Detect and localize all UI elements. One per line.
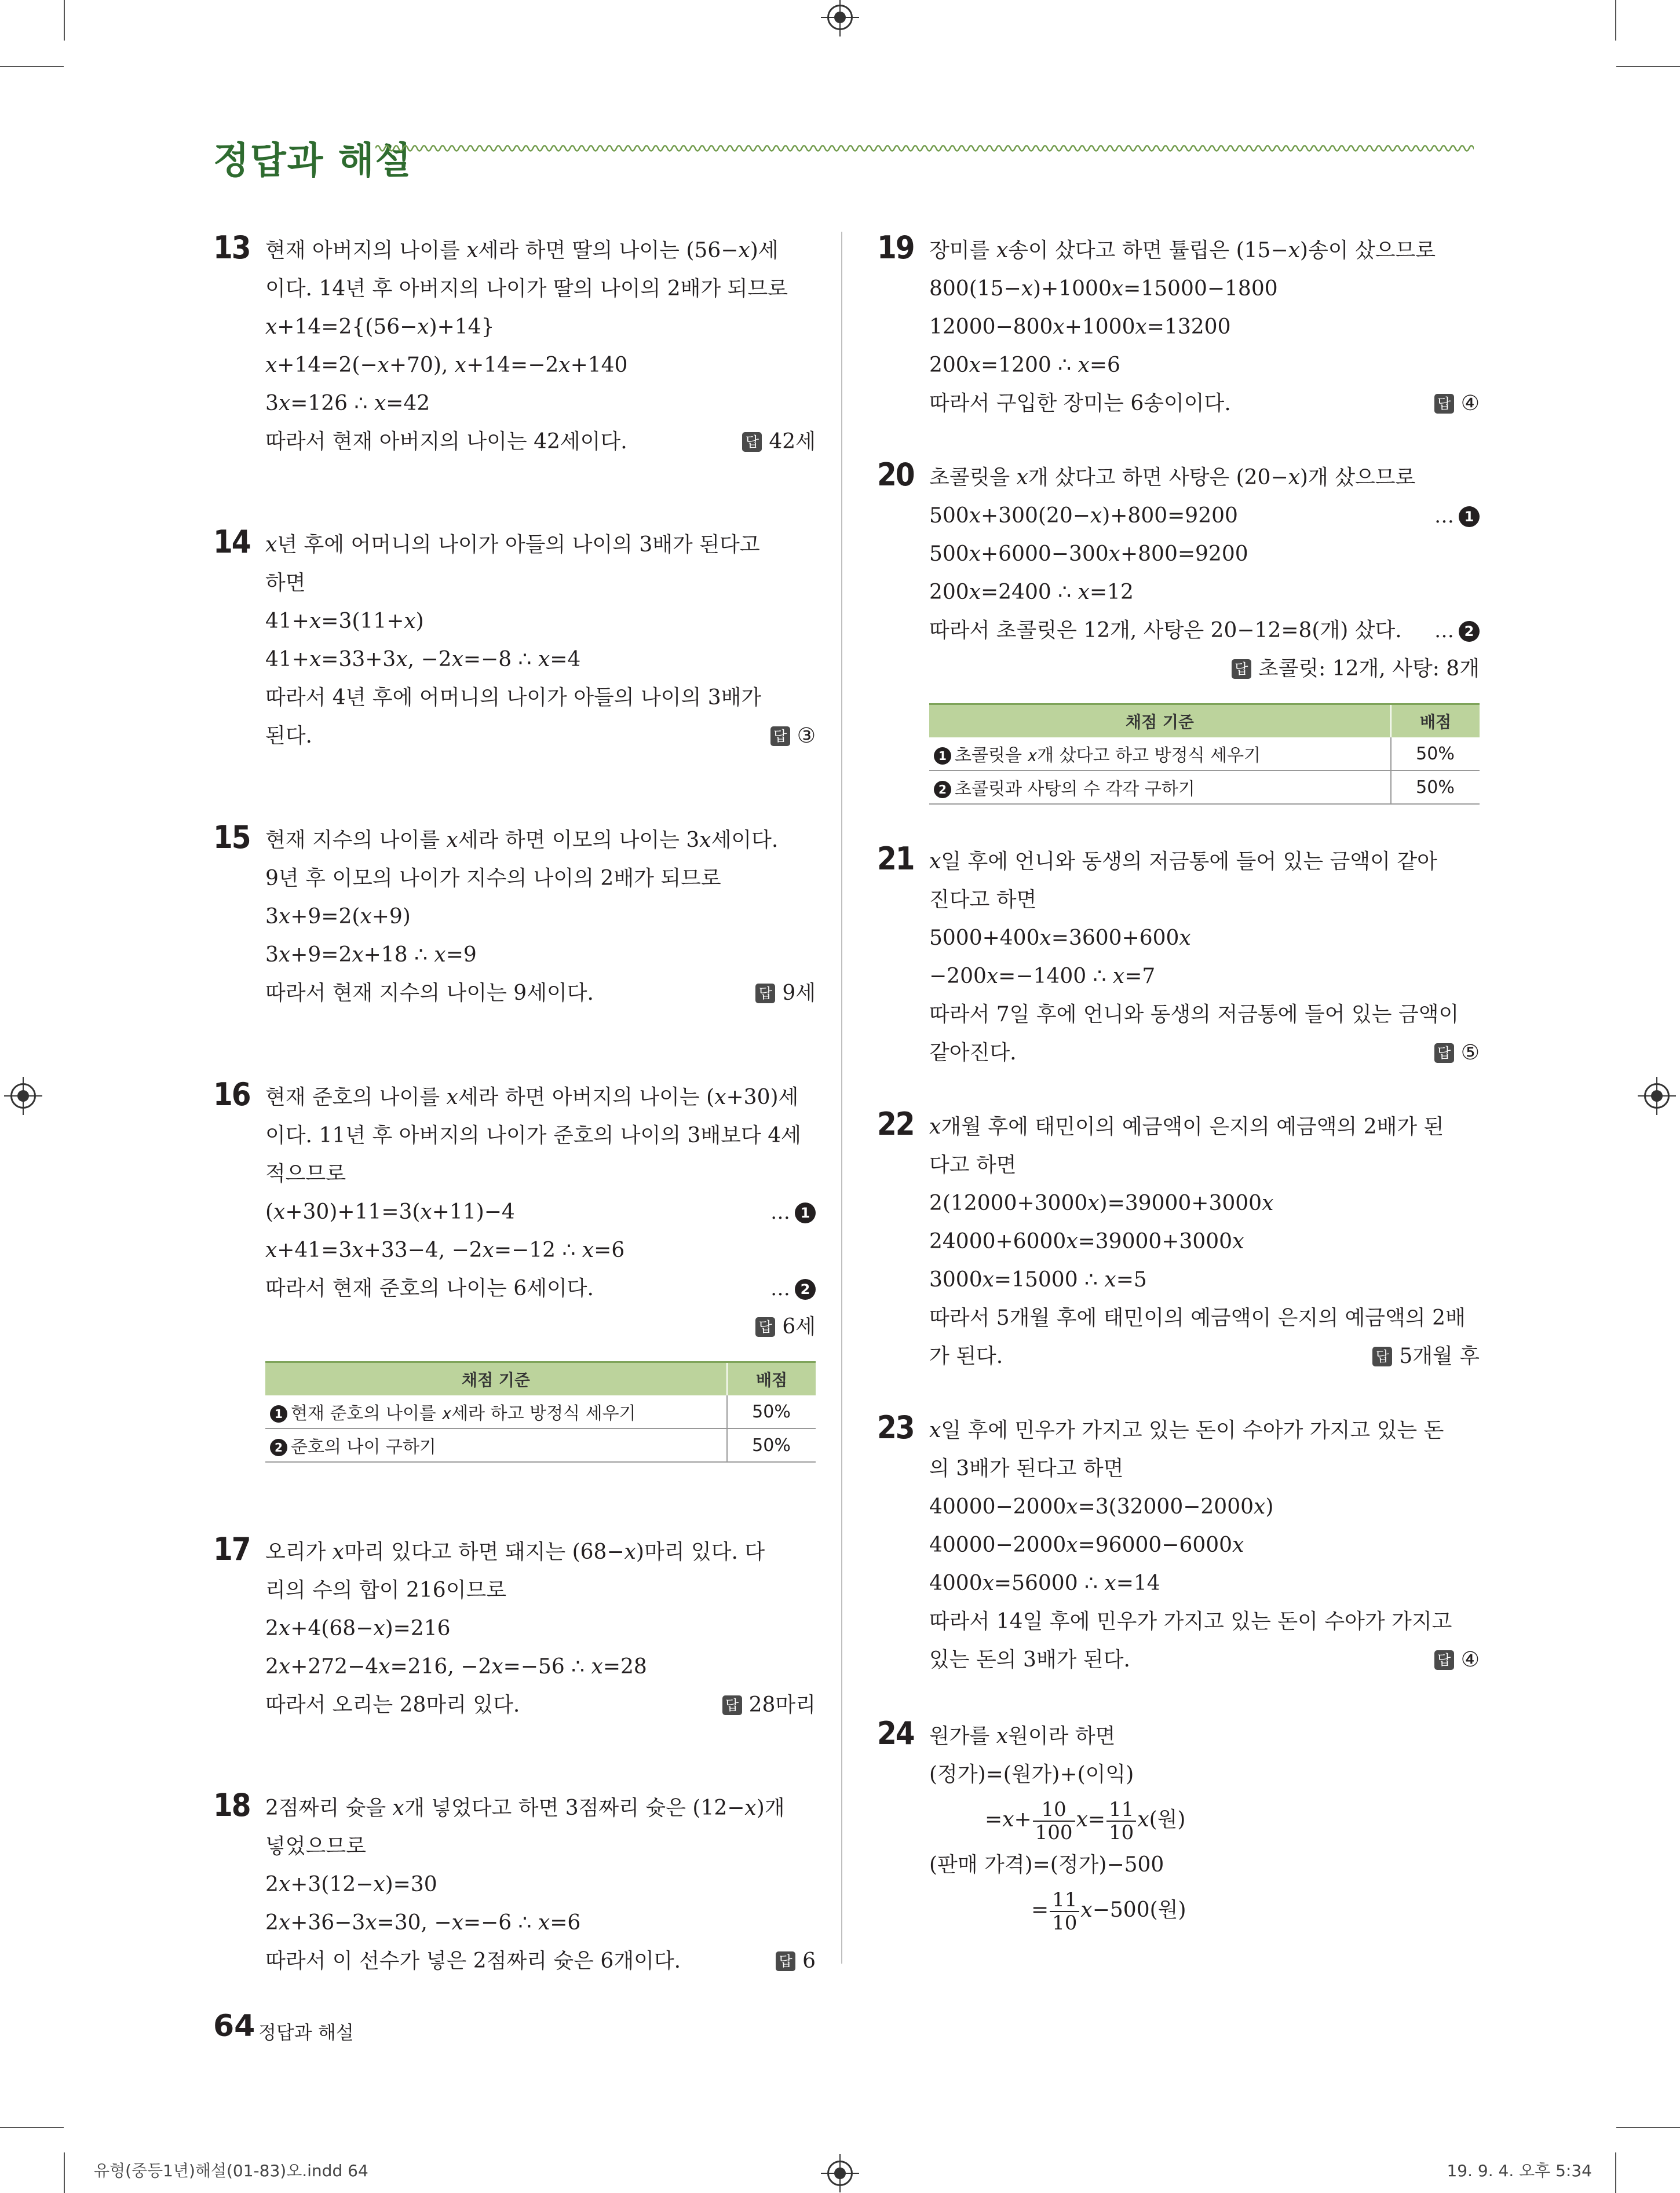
solution-line [265, 1648, 816, 1686]
solution-line [265, 1155, 816, 1193]
solution-line [929, 881, 1480, 919]
solution-line [265, 1942, 816, 1980]
solution-line [929, 1450, 1480, 1488]
solution-text: 따라서 14일 후에 민우가 가지고 있는 돈이 수아가 가지고 [929, 1610, 1452, 1633]
grading-criteria [265, 1395, 727, 1428]
solution-line [929, 1261, 1480, 1299]
solution-line [929, 1603, 1480, 1641]
grading-points: 50% [1391, 770, 1480, 804]
solution-text: 이다. 11년 후 아버지의 나이가 준호의 나이의 3배보다 4세 [265, 1124, 801, 1147]
solution-line [265, 1193, 816, 1231]
solution-text: 오리가 𝑥마리 있다고 하면 돼지는 (68−𝑥)마리 있다. 다 [265, 1540, 765, 1564]
grading-criteria-text: 준호의 나이 구하기 [291, 1437, 436, 1457]
problem-number: 14 [213, 524, 250, 560]
fraction [1033, 1799, 1075, 1844]
solution-text: 원가를 𝑥원이라 하면 [929, 1724, 1116, 1748]
left-column [213, 229, 816, 2043]
step-marker [770, 1193, 816, 1231]
solution-text: 리의 수의 합이 216이므로 [265, 1578, 507, 1602]
solution-text: 2𝑥+3(12−𝑥)=30 [265, 1873, 437, 1896]
step-number-icon: 1 [270, 1405, 287, 1423]
solution-line [929, 957, 1480, 996]
grading-header-row [929, 704, 1480, 738]
solution-line [265, 1079, 816, 1117]
solution-text: 현재 지수의 나이를 𝑥세라 하면 이모의 나이는 3𝑥세이다. [265, 828, 779, 852]
solution-line [929, 346, 1480, 385]
solution-line [265, 974, 816, 1013]
solution-text: 현재 아버지의 나이를 𝑥세라 하면 딸의 나이는 (56−𝑥)세 [265, 239, 779, 262]
problem-23 [877, 1409, 1480, 1679]
solution-line [929, 1185, 1480, 1223]
right-column [877, 229, 1480, 1999]
solution-text: 200𝑥=2400 ∴ 𝑥=12 [929, 580, 1134, 604]
fraction [1106, 1799, 1136, 1844]
solution-line [929, 232, 1480, 270]
answer [1434, 385, 1480, 423]
problem-21 [877, 840, 1480, 1072]
solution-line [929, 1223, 1480, 1261]
section-title: 정답과 해설 [213, 140, 412, 182]
fraction-numerator: 10 [1033, 1799, 1075, 1822]
fraction-numerator: 11 [1050, 1889, 1079, 1912]
solution-text: 진다고 하면 [929, 888, 1037, 912]
step-number-icon: 1 [1459, 506, 1480, 527]
page-number: 64 [213, 2009, 255, 2044]
solution-line [265, 385, 816, 423]
grading-row [265, 1395, 816, 1428]
answer-mark-icon: 답 [1434, 1650, 1454, 1670]
solution-line [265, 641, 816, 679]
registration-mark-icon [10, 1083, 36, 1109]
equation-text: =𝑥+ [985, 1808, 1032, 1832]
fraction-denominator: 10 [1052, 1911, 1078, 1935]
solution-equation [929, 1794, 1480, 1846]
answer-value: 초콜릿: 12개, 사탕: 8개 [1258, 657, 1480, 681]
solution-text: (𝑥+30)+11=3(𝑥+11)−4 [265, 1200, 515, 1224]
answer-value: ③ [797, 724, 816, 748]
solution-line [929, 919, 1480, 957]
solution-text: 𝑥+41=3𝑥+33−4, −2𝑥=−12 ∴ 𝑥=6 [265, 1238, 625, 1262]
crop-mark [1616, 66, 1680, 67]
column-divider [841, 232, 842, 1964]
grading-criteria-text: 초콜릿과 사탕의 수 각각 구하기 [955, 779, 1195, 799]
solution-text: 41+𝑥=3(11+𝑥) [265, 609, 424, 633]
solution-line [929, 843, 1480, 881]
step-dots: … [1434, 505, 1454, 528]
answer [1372, 1337, 1480, 1376]
solution-line [929, 385, 1480, 423]
solution-text: 12000−800𝑥+1000𝑥=13200 [929, 315, 1231, 339]
grading-criteria [929, 770, 1391, 804]
solution-line [265, 602, 816, 641]
answer [722, 1686, 816, 1724]
problem-number: 19 [877, 229, 914, 266]
crop-mark [1615, 0, 1616, 41]
fraction-denominator: 100 [1035, 1821, 1073, 1844]
answer-value: 6세 [782, 1315, 816, 1339]
answer-value: ④ [1460, 392, 1480, 415]
step-dots: … [770, 1277, 790, 1300]
grading-header-points: 배점 [727, 1362, 816, 1396]
fraction [1050, 1889, 1079, 1934]
grading-criteria-text: 초콜릿을 𝑥개 샀다고 하고 방정식 세우기 [955, 745, 1261, 766]
grading-header-criteria: 채점 기준 [929, 704, 1391, 738]
crop-mark [0, 2127, 64, 2128]
solution-text: 40000−2000𝑥=3(32000−2000𝑥) [929, 1495, 1274, 1519]
solution-line [265, 1270, 816, 1308]
answer-mark-icon: 답 [1372, 1347, 1392, 1366]
grading-points: 50% [1391, 737, 1480, 770]
step-number-icon: 1 [795, 1203, 816, 1223]
solution-text: 3𝑥+9=2𝑥+18 ∴ 𝑥=9 [265, 943, 477, 967]
solution-text: 500𝑥+6000−300𝑥+800=9200 [929, 542, 1248, 566]
problem-16 [213, 1076, 816, 1463]
solution-text: 따라서 현재 지수의 나이는 9세이다. [265, 981, 594, 1005]
answer-value: 28마리 [748, 1693, 816, 1717]
solution-text: 따라서 현재 아버지의 나이는 42세이다. [265, 430, 627, 454]
solution-text: 이다. 14년 후 아버지의 나이가 딸의 나이의 2배가 되므로 [265, 277, 788, 301]
equation-text: 𝑥−500(원) [1080, 1898, 1186, 1922]
solution-text: 가 된다. [929, 1344, 1003, 1368]
equation-text: 𝑥= [1076, 1808, 1106, 1832]
crop-mark [0, 66, 64, 67]
solution-line [929, 612, 1480, 650]
step-marker [770, 1270, 816, 1308]
step-number-icon: 2 [1459, 621, 1480, 642]
solution-text: 9년 후 이모의 나이가 지수의 나이의 2배가 되므로 [265, 867, 721, 890]
solution-line [929, 573, 1480, 612]
solution-line [265, 346, 816, 385]
solution-line [265, 1789, 816, 1828]
problem-number: 17 [213, 1531, 250, 1567]
problem-number: 24 [877, 1715, 914, 1752]
solution-line [265, 1231, 816, 1270]
solution-text: 현재 준호의 나이를 𝑥세라 하면 아버지의 나이는 (𝑥+30)세 [265, 1085, 799, 1109]
solution-line [265, 936, 816, 974]
solution-line [265, 1571, 816, 1610]
grading-points: 50% [727, 1428, 816, 1462]
answer-mark-icon: 답 [1232, 659, 1251, 679]
solution-line [929, 1526, 1480, 1565]
solution-line [929, 1488, 1480, 1526]
problem-17 [213, 1533, 816, 1724]
solution-text: 2𝑥+272−4𝑥=216, −2𝑥=−56 ∴ 𝑥=28 [265, 1655, 647, 1679]
solution-line [265, 232, 816, 270]
answer-mark-icon: 답 [770, 726, 790, 746]
solution-text: 넣었으므로 [265, 1834, 366, 1858]
solution-text: 𝑥일 후에 언니와 동생의 저금통에 들어 있는 금액이 같아 [929, 850, 1437, 873]
solution-line [265, 860, 816, 898]
solution-text: 따라서 현재 준호의 나이는 6세이다. [265, 1277, 594, 1300]
solution-line [929, 1756, 1480, 1794]
solution-text: 𝑥+14=2(−𝑥+70), 𝑥+14=−2𝑥+140 [265, 353, 628, 377]
solution-line [265, 1904, 816, 1942]
solution-text: (판매 가격)=(정가)−500 [929, 1853, 1164, 1877]
solution-text: 따라서 이 선수가 넣은 2점짜리 슛은 6개이다. [265, 1949, 681, 1973]
answer [742, 423, 816, 461]
solution-text: 40000−2000𝑥=96000−6000𝑥 [929, 1533, 1244, 1557]
answer-mark-icon: 답 [1434, 1043, 1454, 1063]
solution-text: 따라서 구입한 장미는 6송이이다. [929, 392, 1231, 415]
solution-line [929, 1412, 1480, 1450]
solution-text: 2𝑥+4(68−𝑥)=216 [265, 1617, 451, 1640]
solution-text: 장미를 𝑥송이 샀다고 하면 튤립은 (15−𝑥)송이 샀으므로 [929, 239, 1436, 262]
equation-text: = [1031, 1898, 1049, 1922]
solution-text: 다고 하면 [929, 1153, 1017, 1177]
solution-text: 따라서 7일 후에 언니와 동생의 저금통에 들어 있는 금액이 [929, 1003, 1459, 1026]
solution-text: 3𝑥=126 ∴ 𝑥=42 [265, 392, 430, 415]
solution-line [265, 526, 816, 564]
solution-text: 있는 돈의 3배가 된다. [929, 1648, 1130, 1672]
answer-mark-icon: 답 [755, 1317, 775, 1337]
problem-number: 18 [213, 1787, 250, 1823]
solution-text: 24000+6000𝑥=39000+3000𝑥 [929, 1230, 1244, 1253]
footer-label: 정답과 해설 [258, 2022, 354, 2044]
step-marker [1434, 497, 1480, 535]
step-dots: … [1434, 619, 1454, 642]
equation-text: 𝑥(원) [1137, 1808, 1186, 1832]
solution-line [929, 1641, 1480, 1679]
solution-line [265, 1610, 816, 1648]
answer [770, 717, 816, 755]
answer-line [265, 1308, 816, 1346]
solution-text: 적으므로 [265, 1162, 346, 1186]
grading-row [929, 770, 1480, 804]
answer [1434, 1641, 1480, 1679]
crop-mark [64, 2152, 65, 2193]
problem-22 [877, 1108, 1480, 1376]
grading-header-criteria: 채점 기준 [265, 1362, 727, 1396]
solution-text: 200𝑥=1200 ∴ 𝑥=6 [929, 353, 1120, 377]
grading-criteria [265, 1428, 727, 1462]
answer-value: 42세 [769, 430, 816, 454]
solution-line [265, 1117, 816, 1155]
answer-mark-icon: 답 [776, 1951, 795, 1971]
grading-criteria-text: 현재 준호의 나이를 𝑥세라 하고 방정식 세우기 [291, 1403, 636, 1424]
problem-number: 20 [877, 456, 914, 493]
solution-line [929, 1146, 1480, 1185]
problem-18 [213, 1789, 816, 1980]
solution-text: 3𝑥+9=2(𝑥+9) [265, 905, 411, 929]
solution-line [929, 1337, 1480, 1376]
problem-19 [877, 229, 1480, 423]
fraction-denominator: 10 [1109, 1821, 1134, 1844]
solution-text: 𝑥년 후에 어머니의 나이가 아들의 나이의 3배가 된다고 [265, 533, 760, 557]
solution-text: 3000𝑥=15000 ∴ 𝑥=5 [929, 1268, 1147, 1292]
answer-value: 5개월 후 [1399, 1344, 1480, 1368]
solution-line [265, 679, 816, 717]
solution-text: 800(15−𝑥)+1000𝑥=15000−1800 [929, 277, 1278, 301]
answer-value: ⑤ [1460, 1041, 1480, 1065]
answer [1434, 1034, 1480, 1072]
solution-text: 따라서 5개월 후에 태민이의 예금액이 은지의 예금액의 2배 [929, 1306, 1466, 1330]
solution-line [265, 423, 816, 461]
answer-mark-icon: 답 [1434, 394, 1454, 414]
solution-line [929, 459, 1480, 497]
solution-line [265, 1686, 816, 1724]
solution-equation [929, 1884, 1480, 1936]
grading-criteria [929, 737, 1391, 770]
solution-line [929, 308, 1480, 346]
crop-mark [64, 0, 65, 41]
grading-table [265, 1361, 816, 1463]
solution-text: 2(12000+3000𝑥)=39000+3000𝑥 [929, 1191, 1274, 1215]
solution-line [265, 1533, 816, 1571]
solution-line [265, 564, 816, 602]
grading-points: 50% [727, 1395, 816, 1428]
answer-value: 9세 [782, 981, 816, 1005]
answer-mark-icon: 답 [722, 1695, 742, 1715]
solution-line [265, 270, 816, 308]
solution-line [265, 308, 816, 346]
step-number-icon: 1 [934, 747, 951, 765]
solution-text: 2점짜리 슛을 𝑥개 넣었다고 하면 3점짜리 슛은 (12−𝑥)개 [265, 1796, 785, 1820]
solution-line [929, 535, 1480, 573]
registration-mark-icon [827, 2161, 853, 2186]
solution-text: 된다. [265, 724, 312, 748]
registration-mark-icon [827, 5, 853, 30]
solution-line [929, 1108, 1480, 1146]
print-slug-date: 19. 9. 4. 오후 5:34 [1447, 2161, 1592, 2180]
solution-line [265, 898, 816, 936]
solution-text: 41+𝑥=33+3𝑥, −2𝑥=−8 ∴ 𝑥=4 [265, 648, 581, 671]
answer-mark-icon: 답 [755, 984, 775, 1003]
answer-value: 6 [802, 1949, 816, 1973]
fraction-numerator: 11 [1106, 1799, 1136, 1822]
solution-line [929, 1565, 1480, 1603]
problem-number: 22 [877, 1106, 914, 1142]
grading-header-row [265, 1362, 816, 1396]
solution-line [929, 497, 1480, 535]
registration-mark-icon [1644, 1083, 1670, 1109]
crop-mark [1616, 2127, 1680, 2128]
grading-table [929, 703, 1480, 805]
solution-text: 4000𝑥=56000 ∴ 𝑥=14 [929, 1571, 1160, 1595]
problem-24 [877, 1717, 1480, 1936]
answer [755, 974, 816, 1013]
problem-14 [213, 526, 816, 755]
solution-line [265, 717, 816, 755]
solution-text: 𝑥개월 후에 태민이의 예금액이 은지의 예금액의 2배가 된 [929, 1115, 1444, 1139]
problem-20 [877, 456, 1480, 805]
solution-text: 초콜릿을 𝑥개 샀다고 하면 사탕은 (20−𝑥)개 샀으므로 [929, 466, 1416, 489]
step-number-icon: 2 [795, 1279, 816, 1300]
problem-number: 16 [213, 1076, 250, 1113]
problem-15 [213, 821, 816, 1013]
problem-number: 15 [213, 819, 250, 856]
solution-text: (정가)=(원가)+(이익) [929, 1763, 1134, 1786]
solution-text: 500𝑥+300(20−𝑥)+800=9200 [929, 504, 1238, 528]
grading-header-points: 배점 [1391, 704, 1480, 738]
grading-row [265, 1428, 816, 1462]
answer-line [929, 650, 1480, 688]
solution-text: 𝑥일 후에 민우가 가지고 있는 돈이 수아가 가지고 있는 돈 [929, 1419, 1444, 1442]
step-number-icon: 2 [934, 781, 951, 798]
step-dots: … [770, 1201, 790, 1224]
answer-mark-icon: 답 [742, 432, 762, 452]
answer-value: ④ [1460, 1648, 1480, 1672]
step-marker [1434, 612, 1480, 650]
grading-row [929, 737, 1480, 770]
solution-text: 의 3배가 된다고 하면 [929, 1457, 1124, 1481]
solution-line [929, 1034, 1480, 1072]
solution-line [929, 1299, 1480, 1337]
step-number-icon: 2 [270, 1439, 287, 1456]
solution-line [929, 270, 1480, 308]
solution-line [265, 821, 816, 860]
solution-text: 2𝑥+36−3𝑥=30, −𝑥=−6 ∴ 𝑥=6 [265, 1911, 581, 1935]
crop-mark [1615, 2152, 1616, 2193]
problem-number: 23 [877, 1409, 914, 1446]
solution-text: 따라서 4년 후에 어머니의 나이가 아들의 나이의 3배가 [265, 686, 762, 710]
solution-text: 𝑥+14=2{(56−𝑥)+14} [265, 315, 495, 339]
header-wave-decoration [375, 141, 1474, 155]
problem-13 [213, 229, 816, 461]
problem-number: 13 [213, 229, 250, 266]
solution-line [929, 1846, 1480, 1884]
answer [776, 1942, 816, 1980]
solution-line [265, 1828, 816, 1866]
problem-number: 21 [877, 840, 914, 877]
solution-text: 하면 [265, 571, 306, 595]
solution-line [929, 1717, 1480, 1756]
solution-line [265, 1866, 816, 1904]
solution-text: 5000+400𝑥=3600+600𝑥 [929, 926, 1191, 950]
solution-text: 같아진다. [929, 1041, 1017, 1065]
solution-line [929, 996, 1480, 1034]
solution-text: −200𝑥=−1400 ∴ 𝑥=7 [929, 964, 1156, 988]
print-slug-file: 유형(중등1년)해설(01-83)오.indd 64 [94, 2161, 368, 2180]
solution-text: 따라서 초콜릿은 12개, 사탕은 20−12=8(개) 샀다. [929, 619, 1402, 642]
solution-text: 따라서 오리는 28마리 있다. [265, 1693, 520, 1717]
